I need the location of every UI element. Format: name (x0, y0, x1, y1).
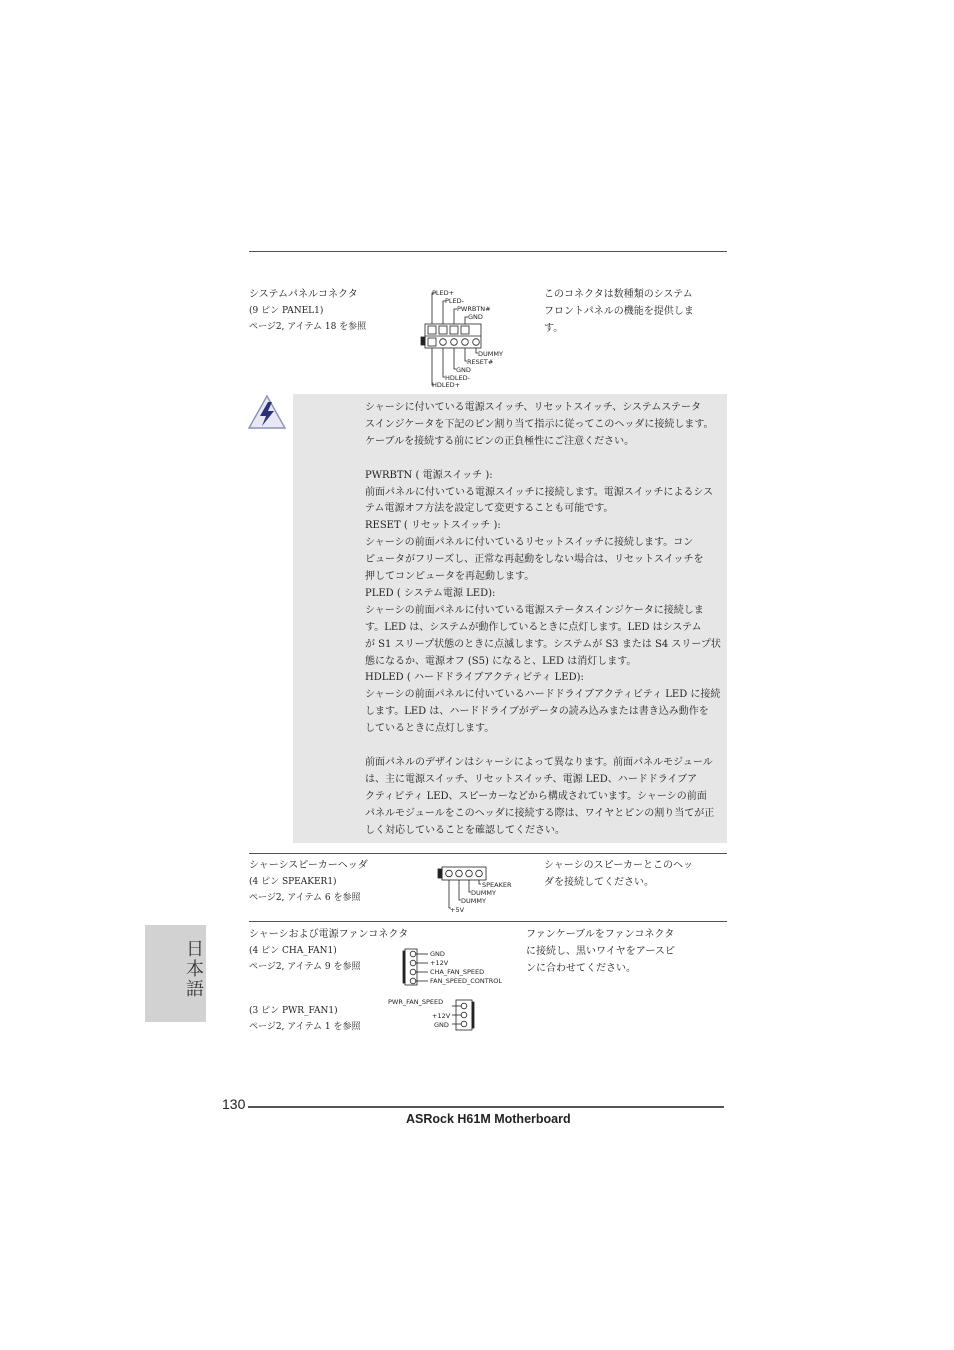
pin-label: SPEAKER (482, 881, 512, 889)
pin-label: DUMMY (478, 350, 503, 358)
note-line: 押してコンピュータを再起動します。 (365, 571, 535, 583)
pin-label: FAN_SPEED_CONTROL (430, 977, 502, 985)
pin-label: GND (434, 1021, 449, 1029)
section-rule (249, 853, 727, 854)
pwr-fan-ref: ページ2, アイテム 1 を参照 (249, 1022, 361, 1032)
pin-label: GND (468, 313, 483, 321)
pin-label: +12V (430, 959, 449, 967)
note-line: PLED ( システム電源 LED): (365, 587, 496, 599)
pin-label: RESET# (467, 358, 494, 366)
language-side-tab (145, 925, 206, 1022)
note-line: しく対応していることを確認してください。 (365, 824, 565, 836)
note-line: が S1 スリープ状態のときに点滅します。システムが S3 または S4 スリープ状 (365, 638, 721, 650)
pin-label: PLED+ (432, 289, 455, 297)
panel-desc-line: す。 (544, 323, 564, 334)
pin-label: DUMMY (471, 889, 496, 897)
pin-label: GND (456, 366, 471, 374)
note-line: スインジケータを下記のピン割り当て指示に従ってこのヘッダに接続します。 (365, 418, 714, 430)
pin-label: HDLED- (445, 374, 470, 382)
note-line: しているときに点灯します。 (365, 723, 495, 735)
speaker-ref: ページ2, アイテム 6 を参照 (249, 893, 361, 903)
footer-rule (248, 1106, 724, 1108)
note-body (365, 400, 725, 840)
note-line: シャーシに付いている電源スイッチ、リセットスイッチ、システムステータ (365, 402, 701, 413)
page-number: 130 (222, 1096, 246, 1112)
lightning-warning-icon (247, 394, 287, 430)
pin-label: HDLED+ (432, 381, 461, 387)
note-line: 前面パネルのデザインはシャーシによって異なります。前面パネルモジュール (365, 757, 713, 768)
panel-desc-line: フロントパネルの機能を提供しま (544, 306, 694, 317)
section-rule (249, 921, 727, 922)
top-rule (249, 251, 727, 252)
note-gap (365, 451, 725, 468)
note-line: ピュータがフリーズし、正常な再起動をしない場合は、リセットスイッチを (365, 554, 704, 566)
note-line: シャーシの前面パネルに付いているリセットスイッチに接続します。コン (365, 537, 694, 549)
cha-fan-header-diagram (402, 947, 518, 989)
note-line: 態になるか、電源オフ (S5) になると、LED は消灯します。 (365, 655, 637, 667)
speaker-header-body (442, 867, 486, 880)
note-gap (365, 738, 725, 755)
note-line: クティビティ LED、スピーカーなどから構成されています。シャーシの前面 (365, 790, 707, 802)
speaker-title: シャーシスピーカーヘッダ (249, 860, 368, 871)
pwr-fan-header-diagram (386, 997, 478, 1033)
note-line: します。LED は、ハードドライブがデータの読み込みまたは書き込み動作を (365, 706, 709, 718)
footer-title: ASRock H61M Motherboard (406, 1112, 571, 1126)
cha-fan-pins: (4 ピン CHA_FAN1) (249, 946, 337, 956)
panel-ref: ページ2, アイテム 18 を参照 (249, 322, 367, 332)
panel-desc-line: このコネクタは数種類のシステム (544, 289, 693, 300)
fan-desc-line: ンに合わせてください。 (526, 963, 636, 974)
fan-title: シャーシおよび電源ファンコネクタ (249, 929, 409, 940)
note-line: 前面パネルに付いている電源スイッチに接続します。電源スイッチによるシス (365, 486, 714, 498)
speaker-pins: (4 ピン SPEAKER1) (249, 877, 337, 887)
pin-label: CHA_FAN_SPEED (430, 968, 485, 976)
fan-desc-line: ファンケーブルをファンコネクタ (526, 929, 675, 940)
speaker-desc-line: シャーシのスピーカーとこのヘッ (544, 860, 693, 871)
cha-fan-ref: ページ2, アイテム 9 を参照 (249, 962, 361, 972)
note-line: シャーシの前面パネルに付いている電源ステータスインジケータに接続しま (365, 604, 704, 616)
note-line: ケーブルを接続する前にピンの正負極性にご注意ください。 (365, 435, 635, 447)
note-line: HDLED ( ハードドライブアクティビティ LED): (365, 672, 584, 684)
language-label: 日本語 (183, 939, 204, 999)
speaker-desc-line: ダを接続してください。 (544, 877, 654, 888)
note-line: テム電源オフ方法を設定して変更することも可能です。 (365, 503, 614, 515)
pin-label: GND (430, 950, 445, 958)
pin-label: +5V (450, 906, 465, 914)
pin-label: PWRBTN# (457, 305, 491, 313)
panel-pins: (9 ピン PANEL1) (249, 306, 324, 316)
pin-label: DUMMY (461, 897, 486, 905)
note-line: す。LED は、システムが動作しているときに点灯します。LED はシステム (365, 621, 702, 633)
note-line: パネルモジュールをこのヘッダに接続する際は、ワイヤとピンの割り当てが正 (365, 807, 715, 819)
panel-header-diagram (420, 285, 512, 387)
note-line: RESET ( リセットスイッチ ): (365, 520, 501, 532)
panel-title: システムパネルコネクタ (249, 289, 358, 300)
fan-desc-line: に接続し、黒いワイヤをアースピ (526, 946, 675, 957)
note-line: シャーシの前面パネルに付いているハードドライブアクティビティ LED に接続 (365, 689, 721, 701)
note-line: PWRBTN ( 電源スイッチ ): (365, 469, 493, 481)
pin-label: PLED- (445, 297, 464, 305)
pwr-fan-pins: (3 ピン PWR_FAN1) (249, 1006, 338, 1016)
pin-label: +12V (432, 1012, 451, 1020)
pin-label: PWR_FAN_SPEED (388, 998, 444, 1006)
speaker-header-diagram (436, 862, 518, 914)
note-line: は、主に電源スイッチ、リセットスイッチ、電源 LED、ハードドライブア (365, 773, 698, 785)
